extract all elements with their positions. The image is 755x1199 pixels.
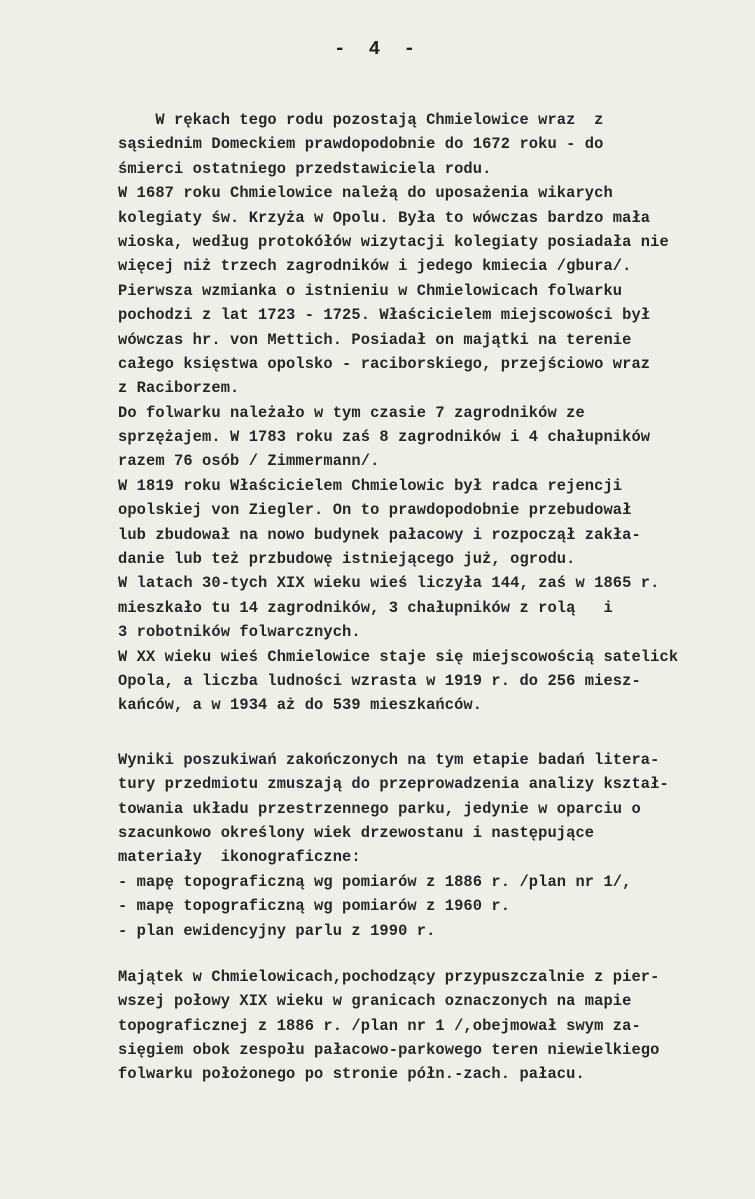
text-line: topograficznej z 1886 r. /plan nr 1 /,obejmował swym za- [118,1016,641,1035]
text-line: 3 robotników folwarcznych. [118,623,361,642]
paragraph-research [118,748,750,943]
text-line: z Raciborzem. [118,379,240,398]
text-line: pochodzi z lat 1723 - 1725. Właścicielem miejscowości był [118,306,651,325]
text-line: W 1819 roku Właścicielem Chmielowic był radca rejencji [118,476,623,495]
text-line: materiały ikonograficzne: [118,848,361,867]
text-line: mieszkało tu 14 zagrodników, 3 chałupników z rolą i [118,598,613,617]
paragraph-history [118,108,750,718]
text-line: tury przedmiotu zmuszają do przeprowadzenia analizy kształ- [118,775,669,794]
text-line: wszej połowy XIX wieku w granicach oznaczonych na mapie [118,992,632,1011]
paragraph-spacer [118,943,750,965]
text-line: W latach 30-tych XIX wieku wieś liczyła 144, zaś w 1865 r. [118,574,660,593]
text-line: szacunkowo określony wiek drzewostanu i następujące [118,823,595,842]
document-body [118,108,750,1087]
text-line: sąsiednim Domeckiem prawdopodobnie do 1672 roku - do [118,135,604,154]
text-line: więcej niż trzech zagrodników i jedego kmiecia /gbura/. [118,257,632,276]
text-line: towania układu przestrzennego parku, jedynie w oparciu o [118,799,641,818]
text-line: sięgiem obok zespołu pałacowo-parkowego teren niewielkiego [118,1041,660,1060]
text-line: sprzężajem. W 1783 roku zaś 8 zagrodników i 4 chałupników [118,428,651,447]
list-item: - mapę topograficzną wg pomiarów z 1960 r. [118,897,511,916]
text-line: całego księstwa opolsko - raciborskiego, przejściowo wraz [118,354,651,373]
text-line: lub zbudował na nowo budynek pałacowy i rozpoczął zakła- [118,525,641,544]
text-line: W 1687 roku Chmielowice należą do uposażenia wikarych [118,184,613,203]
paragraph-estate [118,965,750,1087]
text-line: kańców, a w 1934 aż do 539 mieszkańców. [118,696,483,715]
text-line: wówczas hr. von Mettich. Posiadał on majątki na terenie [118,330,632,349]
text-line: opolskiej von Ziegler. On to prawdopodobnie przebudował [118,501,632,520]
text-line: folwarku położonego po stronie półn.-zach. pałacu. [118,1065,585,1084]
text-line: razem 76 osób / Zimmermann/. [118,452,380,471]
text-line: danie lub też przbudowę istniejącego już, ogrodu. [118,550,576,569]
list-item: - mapę topograficzną wg pomiarów z 1886 r. /plan nr 1/, [118,872,632,891]
text-line: Majątek w Chmielowicach,pochodzący przypuszczalnie z pier- [118,967,660,986]
list-item: - plan ewidencyjny parlu z 1990 r. [118,921,436,940]
text-line: Opola, a liczba ludności wzrasta w 1919 r. do 256 miesz- [118,671,641,690]
text-line: wioska, według protokółów wizytacji kolegiaty posiadała nie [118,232,669,251]
page-number: - 4 - [333,38,421,60]
text-line: śmierci ostatniego przedstawiciela rodu. [118,159,492,178]
text-line: Do folwarku należało w tym czasie 7 zagrodników ze [118,403,585,422]
paragraph-spacer [118,718,750,748]
text-line: Wyniki poszukiwań zakończonych na tym etapie badań litera- [118,750,660,769]
text-line: W XX wieku wieś Chmielowice staje się miejscowością satelick [118,647,679,666]
text-line: kolegiaty św. Krzyża w Opolu. Była to wówczas bardzo mała [118,208,651,227]
text-line: W rękach tego rodu pozostają Chmielowice wraz z [118,111,604,129]
text-line: Pierwsza wzmianka o istnieniu w Chmielowicach folwarku [118,281,623,300]
